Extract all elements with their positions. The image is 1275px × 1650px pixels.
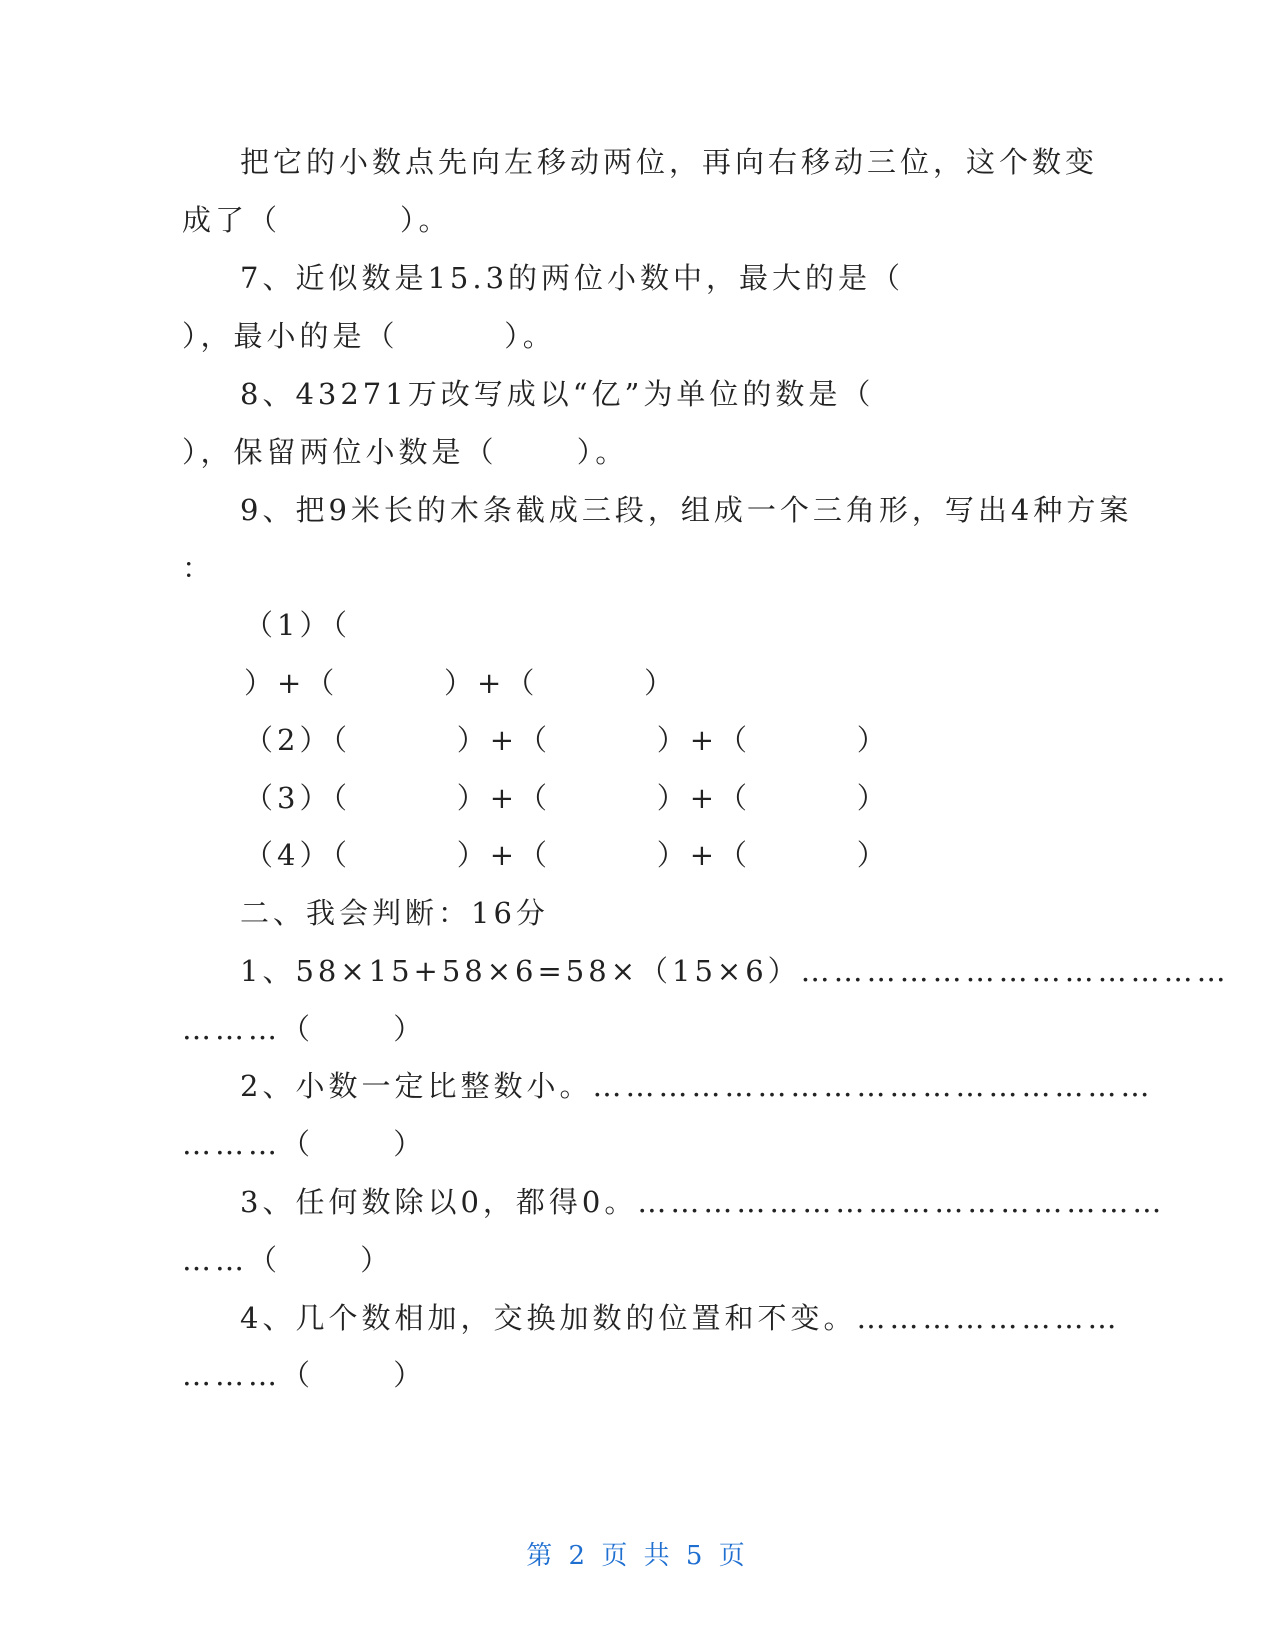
- question-7-line-1: 7、近似数是15.3的两位小数中，最大的是（: [240, 261, 905, 295]
- judge-2-line-2: ………（ ）: [182, 1127, 427, 1161]
- question-8-line-1: 8、43271万改写成以“亿”为单位的数是（: [240, 377, 875, 411]
- judge-4-line-1: 4、几个数相加，交换加数的位置和不变。……………………: [240, 1301, 1121, 1335]
- plan-3: （3）（ ）+（ ）+（ ）: [244, 781, 890, 815]
- question-9-line-1: 9、把9米长的木条截成三段，组成一个三角形，写出4种方案: [240, 493, 1133, 527]
- section-2-heading: 二、我会判断：16分: [240, 896, 549, 930]
- judge-1-line-2: ………（ ）: [182, 1012, 427, 1046]
- judge-2-line-1: 2、小数一定比整数小。……………………………………………: [240, 1069, 1154, 1103]
- question-7-line-2: ），最小的是（ ）。: [182, 319, 556, 353]
- plan-4: （4）（ ）+（ ）+（ ）: [244, 838, 890, 872]
- question-9-line-2: ：: [182, 551, 216, 585]
- judge-1-line-1: 1、58×15+58×6=58×（15×6）…………………………………: [240, 954, 1230, 988]
- judge-4-line-2: ………（ ）: [182, 1358, 427, 1392]
- text-line-2: 成了（ ）。: [182, 203, 452, 237]
- plan-1-line-1: （1）（: [244, 608, 351, 642]
- question-8-line-2: ），保留两位小数是（ ）。: [182, 435, 629, 469]
- judge-3-line-2: ……（ ）: [182, 1243, 394, 1277]
- page-footer: 第 2 页 共 5 页: [526, 1541, 749, 1571]
- text-line-1: 把它的小数点先向左移动两位，再向右移动三位，这个数变: [240, 145, 1099, 179]
- plan-1-line-2: ）+（ ）+（ ）: [244, 666, 678, 700]
- judge-3-line-1: 3、任何数除以0，都得0。…………………………………………: [240, 1185, 1166, 1219]
- plan-2: （2）（ ）+（ ）+（ ）: [244, 723, 890, 757]
